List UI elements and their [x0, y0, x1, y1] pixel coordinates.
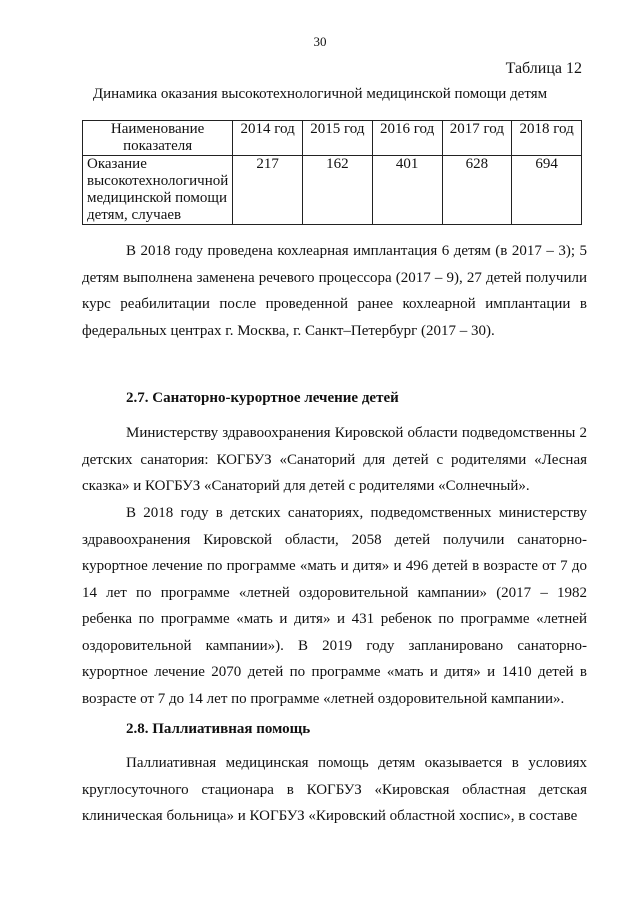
cell-2017: 628 [442, 156, 512, 225]
header-year-2014: 2014 год [233, 121, 303, 156]
table-row [83, 156, 582, 225]
paragraph-sanatorium-treatment: В 2018 году в детских санаториях, подведомственных министерству здравоохранения Кировской области, 2058 детей получили санаторно-курортное лечение по программе «мать и дитя» и 496 детей в возрасте от 7 до 14 лет по программе «летней оздоровительной кампании» (2017 – 1982 ребенка по программе «мать и дитя» и 431 ребенок по программе «летней оздоровительной кампании»). В 2019 году запланировано санаторно-курортное лечение 2070 детей по программе «мать и дитя» и 1410 детей в возрасте от 7 до 14 лет по программе «летней оздоровительной кампании». [82, 505, 587, 707]
row-indicator-name: Оказание высокотехнологичной медицинской помощи детям, случаев [83, 156, 233, 225]
page-number: 30 [313, 34, 327, 49]
cell-2015: 162 [303, 156, 373, 225]
data-table [82, 120, 582, 225]
header-year-2015: 2015 год [303, 121, 373, 156]
paragraph-palliative: Паллиативная медицинская помощь детям оказывается в условиях круглосуточного стационара в КОГБУЗ «Кировская областная детская клиническая больница» и КОГБУЗ «Кировский областной хоспис», в составе [82, 755, 587, 824]
header-year-2016: 2016 год [372, 121, 442, 156]
paragraph-cochlear: В 2018 году проведена кохлеарная имплантация 6 детям (в 2017 – 3); 5 детям выполнена заменена речевого процессора (2017 – 9), 27 детей получили курс реабилитации после проведенной ранее кохлеарной имплантации в федеральных центрах г. Москва, г. Санкт–Петербург (2017 – 30). [82, 243, 587, 339]
table-title: Динамика оказания высокотехнологичной медицинской помощи детям [92, 86, 548, 102]
table-label: Таблица 12 [505, 60, 582, 77]
cell-2018: 694 [512, 156, 582, 225]
table-header-row [83, 121, 582, 156]
header-year-2017: 2017 год [442, 121, 512, 156]
cell-2016: 401 [372, 156, 442, 225]
paragraph-sanatoriums: Министерству здравоохранения Кировской области подведомственны 2 детских санатория: КОГБУЗ «Санаторий для детей с родителями «Лесная сказка» и КОГБУЗ «Санаторий для детей с родителями «Солнечный». [82, 425, 587, 494]
header-indicator-name: Наименование показателя [83, 121, 233, 156]
header-year-2018: 2018 год [512, 121, 582, 156]
section-heading-2-7: 2.7. Санаторно-курортное лечение детей [126, 390, 399, 406]
section-heading-2-8: 2.8. Паллиативная помощь [126, 721, 311, 737]
cell-2014: 217 [233, 156, 303, 225]
